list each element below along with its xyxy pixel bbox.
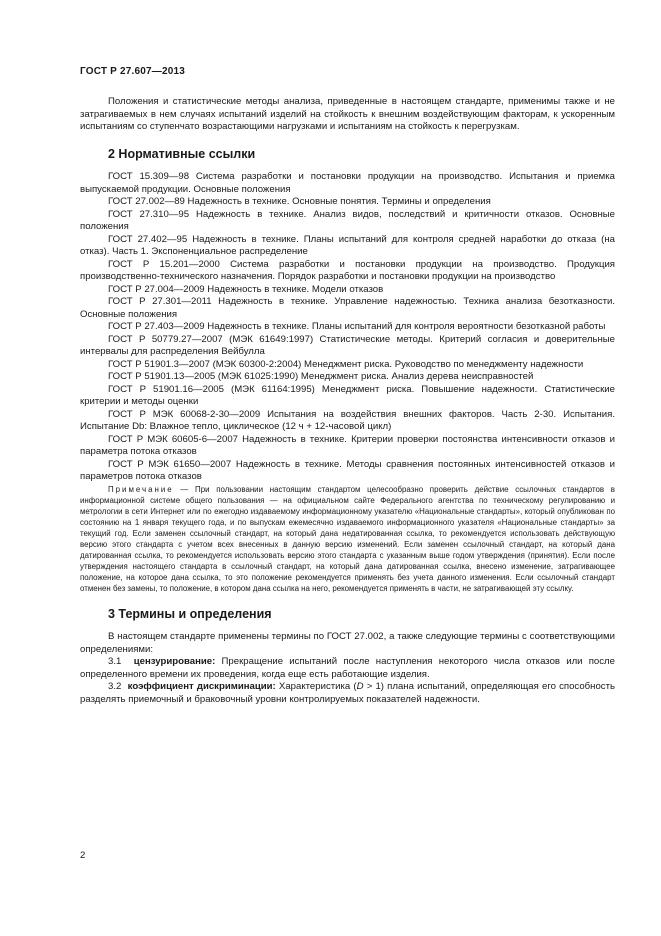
note-text: — При пользовании настоящим стандартом целесообразно проверить действие ссылочных стандартов в информационной системе общего пользования — на официальном сайте Федерального агентства по техническому регулированию и метрологии в сети Интернет или по ежегодно издаваемому информационному указателю «Национальные стандарты», который опубликован по состоянию на 1 января текущего года, и по выпускам ежемесячно издаваемого информационного указателя «Национальные стандарты» за текущий год. Если заменен ссылочный стандарт, на который дана недатированная ссылка, то рекомендуется использовать действующую версию этого стандарта с учетом всех внесенных в данную версию изменений. Если заменен ссылочный стандарт, на который дана датированная ссылка, то рекомендуется использовать версию этого стандарта с указанным выше годом утверждения (принятия). Если после утверждения настоящего стандарта в ссылочный стандарт, на который дана датированная ссылка, внесено изменение, затрагивающее положение, на которое дана ссылка, то это положение рекомендуется применять без учета данного изменения. Если ссылочный стандарт отменен без замены, то положение, в котором дана ссылка на него, рекомендуется применять в части, не затрагивающей эту ссылку.	[80, 484, 615, 593]
term-text: > 1) плана испытаний, определяющая его способность разделять приемочный и браковочный уровни контролируемых показателей надежности.	[80, 681, 615, 705]
document-body	[80, 96, 615, 706]
intro-paragraph: Положения и статистические методы анализа, приведенные в настоящем стандарте, применимы также и не затрагиваемых в нем случаях испытаний изделий на стойкость к внешним воздействующим факторам, к ускоренным испытаниям со ступенчато возрастающими нагрузками и испытаниям на стойкость к перегрузкам.	[80, 96, 615, 132]
note-paragraph	[80, 484, 615, 594]
reference-item: ГОСТ 27.002—89 Надежность в технике. Основные понятия. Термины и определения	[108, 196, 491, 207]
term-text-prefix: Характеристика (	[278, 681, 357, 692]
term-name: коэффициент дискриминации:	[127, 681, 276, 692]
reference-item: ГОСТ Р МЭК 60605-6—2007 Надежность в технике. Критерии проверки постоянства интенсивности отказов и параметра потока отказов	[80, 433, 615, 457]
document-header: ГОСТ Р 27.607—2013	[80, 66, 186, 77]
note-label: Примечание	[108, 484, 174, 494]
section-2-heading: 2 Нормативные ссылки	[108, 146, 256, 161]
term-definition	[80, 681, 615, 706]
reference-item: ГОСТ Р 27.004—2009 Надежность в технике. Модели отказов	[108, 283, 384, 295]
reference-item: ГОСТ Р 27.403—2009 Надежность в технике. Планы испытаний для контроля вероятности безотказной работы	[108, 321, 606, 332]
reference-item: ГОСТ Р МЭК 61650—2007 Надежность в технике. Методы сравнения постоянных интенсивностей отказов и параметров потока отказов	[80, 458, 615, 482]
term-text: Прекращение испытаний после наступления некоторого числа отказов или после определенного времени их проведения, когда еще есть работающие изделия.	[80, 656, 615, 680]
section-3-intro: В настоящем стандарте применены термины по ГОСТ 27.002, а также следующие термины с соответствующими определениями:	[80, 631, 615, 655]
reference-item: ГОСТ Р 51901.16—2005 (МЭК 61164:1995) Менеджмент риска. Повышение надежности. Статистические критерии и методы оценки	[80, 383, 615, 407]
reference-item: ГОСТ Р МЭК 60068-2-30—2009 Испытания на воздействия внешних факторов. Часть 2-30. Испытания. Испытание Db: Влажное тепло, циклическое (12 ч + 12-часовой цикл)	[80, 408, 615, 432]
term-name: цензурирование:	[133, 656, 216, 667]
reference-item: ГОСТ 27.402—95 Надежность в технике. Планы испытаний для контроля средней наработки до отказа (на отказ). Часть 1. Экспоненциальное распределение	[80, 233, 615, 257]
term-definition	[80, 656, 615, 681]
reference-item: ГОСТ Р 51901.3—2007 (МЭК 60300-2:2004) Менеджмент риска. Руководство по менеджменту надежности	[108, 358, 584, 370]
reference-item: ГОСТ Р 51901.13—2005 (МЭК 61025:1990) Менеджмент риска. Анализ дерева неисправностей	[108, 371, 534, 382]
section-3-heading: 3 Термины и определения	[108, 606, 272, 621]
term-number: 3.1	[108, 656, 122, 667]
reference-item: ГОСТ Р 27.301—2011 Надежность в технике. Управление надежностью. Техника анализа безотказности. Основные положения	[80, 296, 615, 320]
reference-item: ГОСТ Р 15.201—2000 Система разработки и постановки продукции на производство. Продукция производственно-технического назначения. Порядок разработки и постановки продукции на производство	[80, 258, 615, 282]
term-variable: D	[356, 681, 364, 692]
page-number: 2	[80, 850, 86, 861]
reference-item: ГОСТ 27.310—95 Надежность в технике. Анализ видов, последствий и критичности отказов. Основные положения	[80, 208, 615, 232]
references-list	[80, 171, 615, 484]
reference-item: ГОСТ Р 50779.27—2007 (МЭК 61649:1997) Статистические методы. Критерий согласия и доверительные интервалы для распределения Вейбулла	[80, 333, 615, 357]
reference-item: ГОСТ 15.309—98 Система разработки и постановки продукции на производство. Испытания и приемка выпускаемой продукции. Основные положения	[80, 171, 615, 195]
term-number: 3.2	[108, 681, 122, 692]
